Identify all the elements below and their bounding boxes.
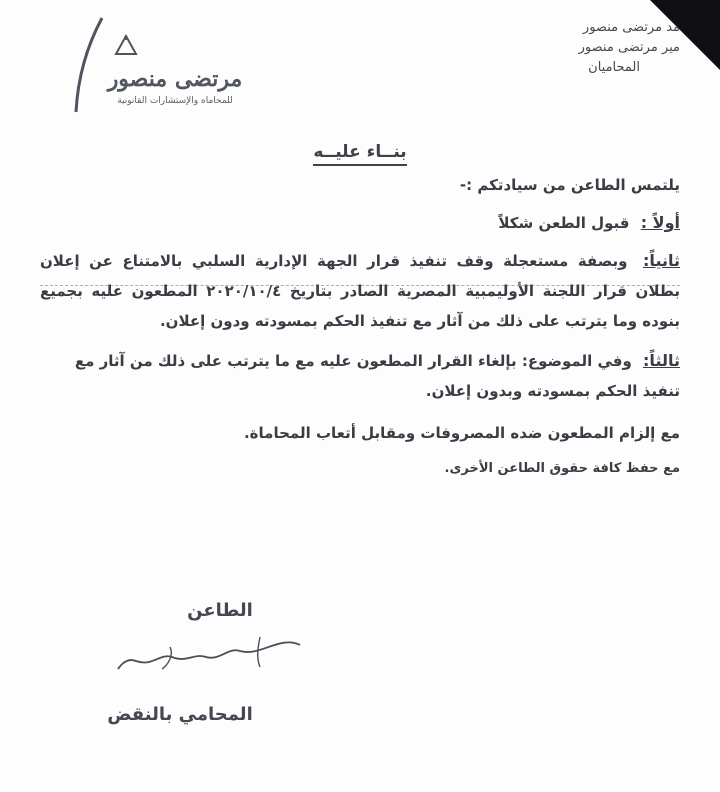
document-body <box>40 170 680 484</box>
signature-role: المحامي بالنقض <box>107 704 253 725</box>
item-2 <box>40 246 680 336</box>
item-3 <box>40 346 680 406</box>
header-names <box>480 18 680 78</box>
closing-line-2: مع حفظ كافة حقوق الطاعن الأخرى. <box>444 461 680 476</box>
header-line-1: مد مرتضى منصور <box>582 20 680 35</box>
document-title <box>0 142 720 162</box>
logo-name: مرتضى منصور <box>107 66 243 92</box>
logo <box>30 14 260 114</box>
item-1-label: أولاً : <box>640 213 680 232</box>
logo-subtitle: للمحاماه والإستشارات القانونية <box>117 96 233 106</box>
header-line-3: المحاميان <box>588 60 640 75</box>
item-3-label: ثالثاً: <box>643 351 680 370</box>
closing-line-1: مع إلزام المطعون ضده المصروفات ومقابل أتعاب المحاماة. <box>243 424 680 442</box>
item-2-text: وبصفة مستعجلة وقف تنفيذ قرار الجهة الإدارية السلبي بالامتناع عن إعلان بطلان قرار اللجنة الأوليمبية المصرية الصادر بتاريخ ٢٠٢٠/١٠/٤ المطعون عليه بجميع بنوده وما يترتب على ذلك من آثار مع تنفيذ الحكم بمسودته ودون إعلان. <box>40 252 680 330</box>
item-3-text: وفي الموضوع: بإلغاء القرار المطعون عليه مع ما يترتب على ذلك من آثار مع تنفيذ الحكم بمسودته وبدون إعلان. <box>74 352 680 400</box>
item-1-text: قبول الطعن شكلاً <box>498 214 630 232</box>
signature-title: الطاعن <box>187 600 253 621</box>
document-title-text: بنــاء عليــه <box>313 142 406 166</box>
signature-block <box>70 600 310 677</box>
item-2-label: ثانياً: <box>643 251 680 270</box>
intro-line: يلتمس الطاعن من سيادتكم :- <box>459 176 680 194</box>
handwritten-signature <box>110 627 310 677</box>
item-1 <box>40 208 680 238</box>
header-line-2: مير مرتضى منصور <box>578 40 680 55</box>
